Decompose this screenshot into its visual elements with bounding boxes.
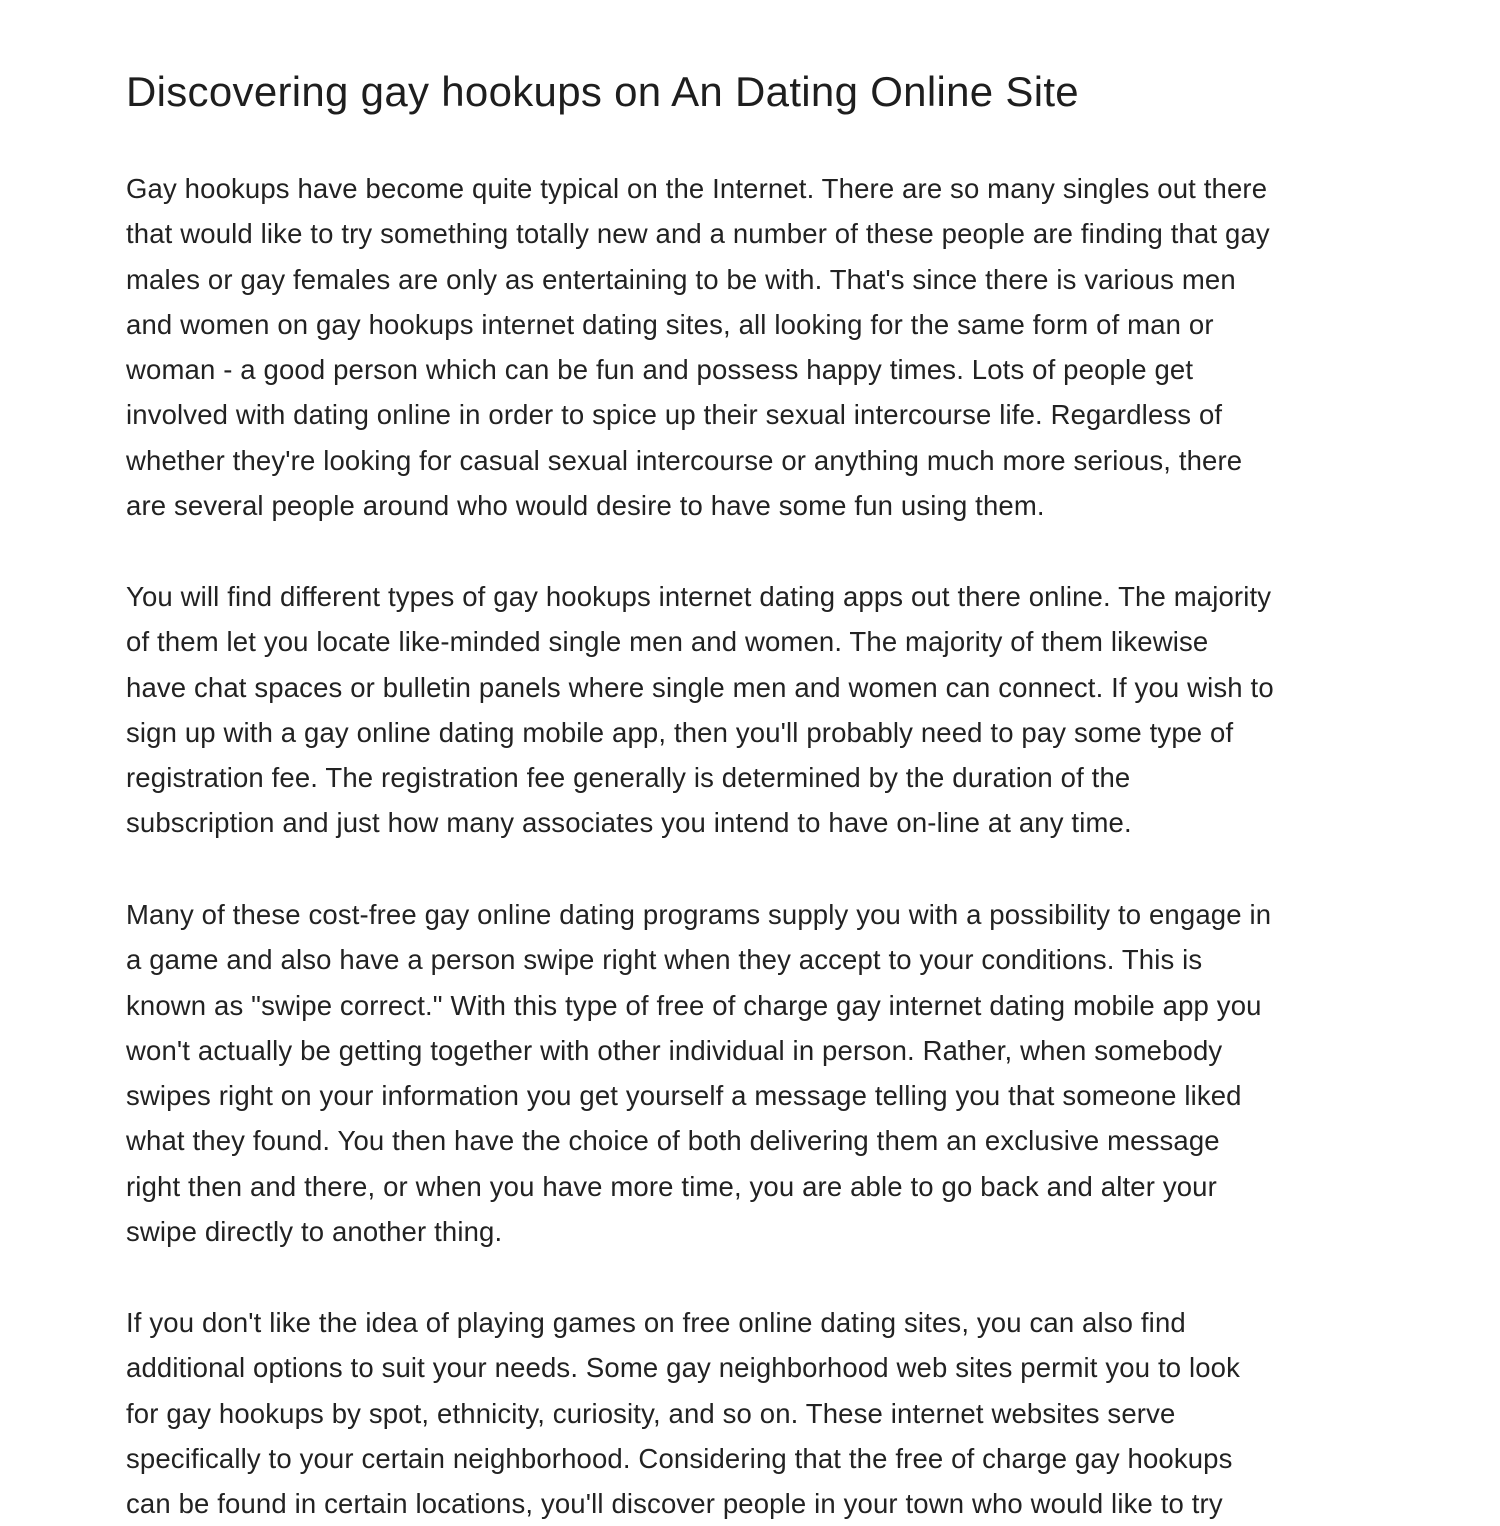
text-line: can be found in certain locations, you'll discover people in your town who would like to try bbox=[126, 1488, 1223, 1520]
text-line: of them let you locate like-minded single men and women. The majority of them likewise bbox=[126, 626, 1209, 658]
text-line: Many of these cost-free gay online dating programs supply you with a possibility to engage in bbox=[126, 899, 1272, 930]
text-line: sign up with a gay online dating mobile app, then you'll probably need to pay some type of bbox=[126, 716, 1234, 748]
text-line: specifically to your certain neighborhood. Considering that the free of charge gay hookups bbox=[126, 1442, 1233, 1474]
text-line: have chat spaces or bulletin panels where single men and women can connect. If you wish to bbox=[126, 671, 1274, 703]
text-line: woman - a good person which can be fun and possess happy times. Lots of people get bbox=[126, 354, 1194, 386]
paragraph-2 bbox=[126, 574, 1274, 846]
text-line: known as "swipe correct." With this type of free of charge gay internet dating mobile app you bbox=[126, 989, 1262, 1021]
paragraph-3 bbox=[126, 892, 1271, 1254]
text-line: additional options to suit your needs. Some gay neighborhood web sites permit you to look bbox=[126, 1352, 1241, 1384]
text-line: males or gay females are only as entertaining to be with. That's since there is various men bbox=[126, 263, 1236, 295]
text-line: whether they're looking for casual sexual intercourse or anything much more serious, there bbox=[126, 444, 1243, 476]
text-line: subscription and just how many associates you intend to have on-line at any time. bbox=[126, 807, 1132, 839]
text-line: registration fee. The registration fee generally is determined by the duration of the bbox=[126, 762, 1131, 794]
text-line: what they found. You then have the choice of both delivering them an exclusive message bbox=[126, 1125, 1220, 1157]
text-line: You will find different types of gay hookups internet dating apps out there online. The majority bbox=[126, 581, 1272, 612]
text-line: a game and also have a person swipe right when they accept to your conditions. This is bbox=[126, 944, 1203, 976]
text-line: and women on gay hookups internet dating sites, all looking for the same form of man or bbox=[126, 308, 1214, 340]
text-line: are several people around who would desire to have some fun using them. bbox=[126, 490, 1045, 522]
text-line: for gay hookups by spot, ethnicity, curiosity, and so on. These internet websites serve bbox=[126, 1397, 1176, 1429]
text-line: Gay hookups have become quite typical on the Internet. There are so many singles out there bbox=[126, 173, 1268, 204]
text-line: If you don't like the idea of playing games on free online dating sites, you can also find bbox=[126, 1307, 1186, 1338]
text-line: won't actually be getting together with other individual in person. Rather, when somebody bbox=[126, 1034, 1223, 1066]
text-line: swipe directly to another thing. bbox=[126, 1216, 503, 1248]
page-title: Discovering gay hookups on An Dating Online Site bbox=[126, 68, 1079, 115]
text-line: right then and there, or when you have more time, you are able to go back and alter your bbox=[126, 1170, 1217, 1202]
text-line: involved with dating online in order to spice up their sexual intercourse life. Regardless of bbox=[126, 399, 1223, 431]
text-line: swipes right on your information you get yourself a message telling you that someone liked bbox=[126, 1080, 1242, 1112]
paragraph-4 bbox=[126, 1300, 1240, 1526]
paragraph-1 bbox=[126, 166, 1270, 528]
text-line: that would like to try something totally new and a number of these people are finding that gay bbox=[126, 218, 1270, 250]
